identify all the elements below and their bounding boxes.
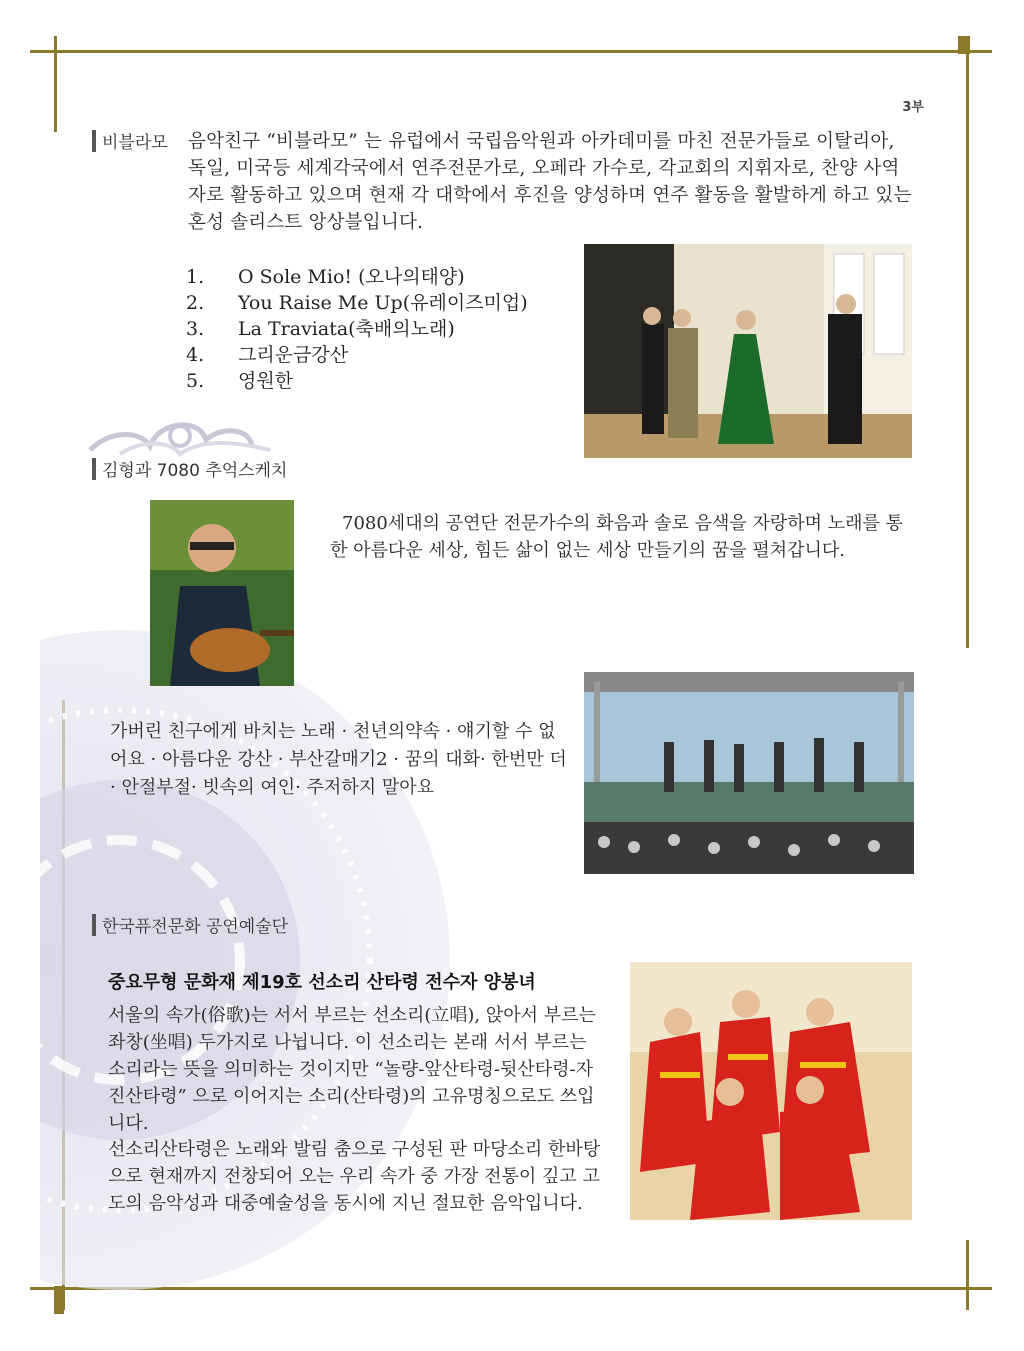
photo-outdoor-concert [584,672,914,874]
section1-description: 음악친구 “비블라모” 는 유럽에서 국립음악원과 아카데미를 마친 전문가들로 이탈리아, 독일, 미국등 세계각국에서 연주전문가로, 오페라 가수로, 각교회의 지휘자로, 찬양 사역자로 활동하고 있으며 현재 각 대학에서 후진을 양성하며 연주 활동을 활발하게 하고 있는 혼성 솔리스트 앙상블입니다. [188,131,912,233]
frame-top-line [30,50,992,53]
frame-right-line [966,36,969,648]
list-item: 3. La Traviata(축배의노래) [186,318,455,340]
section-label-text: 한국퓨전문화 공연예술단 [102,917,289,937]
list-item: 1. O Sole Mio! (오나의태양) [186,266,465,288]
photo-hanbok-performers [630,962,912,1220]
label-bar [92,914,96,936]
frame-left-line [54,36,57,132]
list-item: 2. You Raise Me Up(유레이즈미업) [186,292,528,314]
photo-guitar-singer [150,500,294,686]
section-label-text: 김형과 7080 추억스케치 [102,461,288,481]
frame-corner-top-right [958,36,970,54]
section3-paragraph-1: 서울의 속가(俗歌)는 서서 부르는 선소리(立唱), 앉아서 부르는 좌창(坐唱) 두가지로 나뉩니다. 이 선소리는 본래 서서 부르는 소리라는 뜻을 의미하는 것이지만 “놀량-앞산타령-뒷산타령-자진산타령” 으로 이어지는 소리(산타령)의 고유명칭으로도 쓰입니다. [108,1005,596,1134]
page-number: 3부 [902,100,924,115]
label-bar [92,458,96,480]
list-item: 4. 그리운금강산 [186,344,349,366]
list-item: 5. 영원한 [186,370,294,392]
section-label-kimhyung [92,456,287,481]
frame-right-line-lower [966,1240,969,1310]
section-label-text: 비블라모 [102,133,168,153]
label-bar [92,130,96,152]
section3-headline: 중요무형 문화재 제19호 선소리 산타령 전수자 양봉녀 [108,972,536,993]
section-label-biblamo [92,128,168,153]
section2-song-list: 가버린 친구에게 바치는 노래 · 천년의약속 · 얘기할 수 없어요 · 아름다운 강산 · 부산갈매기2 · 꿈의 대화· 한번만 더· 안절부절· 빗속의 여인· 주저하지 말아요 [110,721,567,798]
section2-description: 7080세대의 공연단 전문가수의 화음과 솔로 음색을 자랑하며 노래를 통한 아름다운 세상, 힘든 삶이 없는 세상 만들기의 꿈을 펼쳐갑니다. [330,513,904,561]
section3-paragraph-2: 선소리산타령은 노래와 발림 춤으로 구성된 판 마당소리 한바탕으로 현재까지 전창되어 오는 우리 속가 중 가장 전통이 깊고 고도의 음악성과 대중예술성을 동시에 지닌 절묘한 음악입니다. [108,1139,601,1214]
section1-song-list [186,264,528,394]
section-label-fusion [92,912,288,937]
photo-vocal-ensemble [584,244,912,458]
